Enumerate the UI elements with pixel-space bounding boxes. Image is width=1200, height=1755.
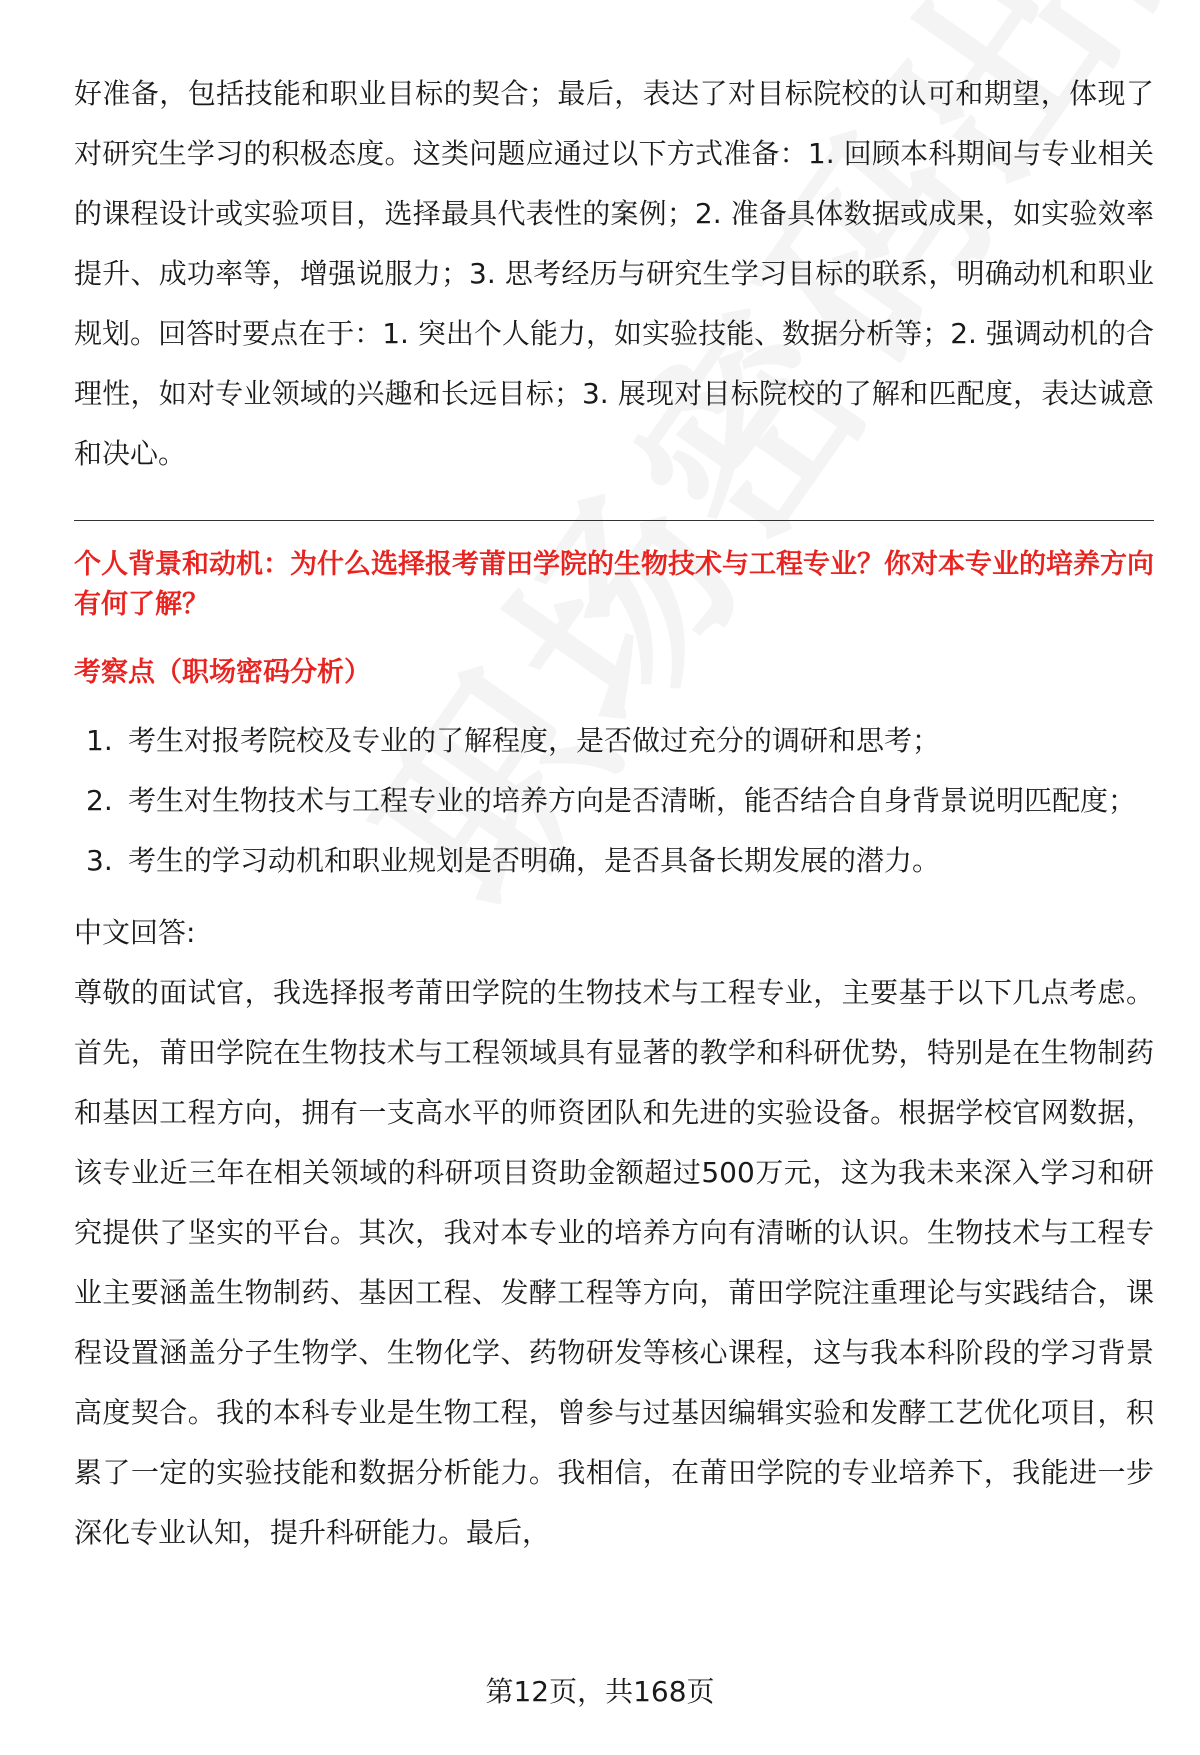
intro-paragraph: 好准备，包括技能和职业目标的契合；最后，表达了对目标院校的认可和期望，体现了对研究生学习的积极态度。这类问题应通过以下方式准备：1. 回顾本科期间与专业相关的课程设计或实验项目，选择最具代表性的案例；2. 准备具体数据或成果，如实验效率提升、成功率等，增强说服力；3. 思考经历与研究生学习目标的联系，明确动机和职业规划。回答时要点在于：1. 突出个人能力，如实验技能、数据分析等；2. 强调动机的合理性，如对专业领域的兴趣和长远目标；3. 展现对目标院校的了解和匹配度，表达诚意和决心。 [74, 77, 1154, 470]
list-item-text: 考生的学习动机和职业规划是否明确，是否具备长期发展的潜力。 [128, 844, 941, 877]
section-divider [74, 520, 1154, 521]
assessment-points-list [74, 711, 1154, 891]
section-title: 考察点（职场密码分析） [74, 657, 371, 688]
list-item [74, 711, 1154, 771]
page-footer: 第12页，共168页 [485, 1675, 715, 1708]
list-item [74, 771, 1154, 831]
list-item-number: 3. [86, 844, 113, 877]
list-item-number: 2. [86, 784, 113, 817]
list-item [74, 831, 1154, 891]
answer-label: 中文回答: [74, 916, 196, 949]
list-item-text: 考生对报考院校及专业的了解程度，是否做过充分的调研和思考； [128, 724, 941, 757]
question-heading: 个人背景和动机：为什么选择报考莆田学院的生物技术与工程专业？你对本专业的培养方向有何了解？ [74, 549, 1154, 620]
page-content [74, 64, 1154, 1563]
list-item-number: 1. [86, 724, 113, 757]
list-item-text: 考生对生物技术与工程专业的培养方向是否清晰，能否结合自身背景说明匹配度； [128, 784, 1137, 817]
answer-paragraph: 尊敬的面试官，我选择报考莆田学院的生物技术与工程专业，主要基于以下几点考虑。首先，莆田学院在生物技术与工程领域具有显著的教学和科研优势，特别是在生物制药和基因工程方向，拥有一支高水平的师资团队和先进的实验设备。根据学校官网数据，该专业近三年在相关领域的科研项目资助金额超过500万元，这为我未来深入学习和研究提供了坚实的平台。其次，我对本专业的培养方向有清晰的认识。生物技术与工程专业主要涵盖生物制药、基因工程、发酵工程等方向，莆田学院注重理论与实践结合，课程设置涵盖分子生物学、生物化学、药物研发等核心课程，这与我本科阶段的学习背景高度契合。我的本科专业是生物工程，曾参与过基因编辑实验和发酵工艺优化项目，积累了一定的实验技能和数据分析能力。我相信，在莆田学院的专业培养下，我能进一步深化专业认知，提升科研能力。最后， [74, 976, 1154, 1549]
